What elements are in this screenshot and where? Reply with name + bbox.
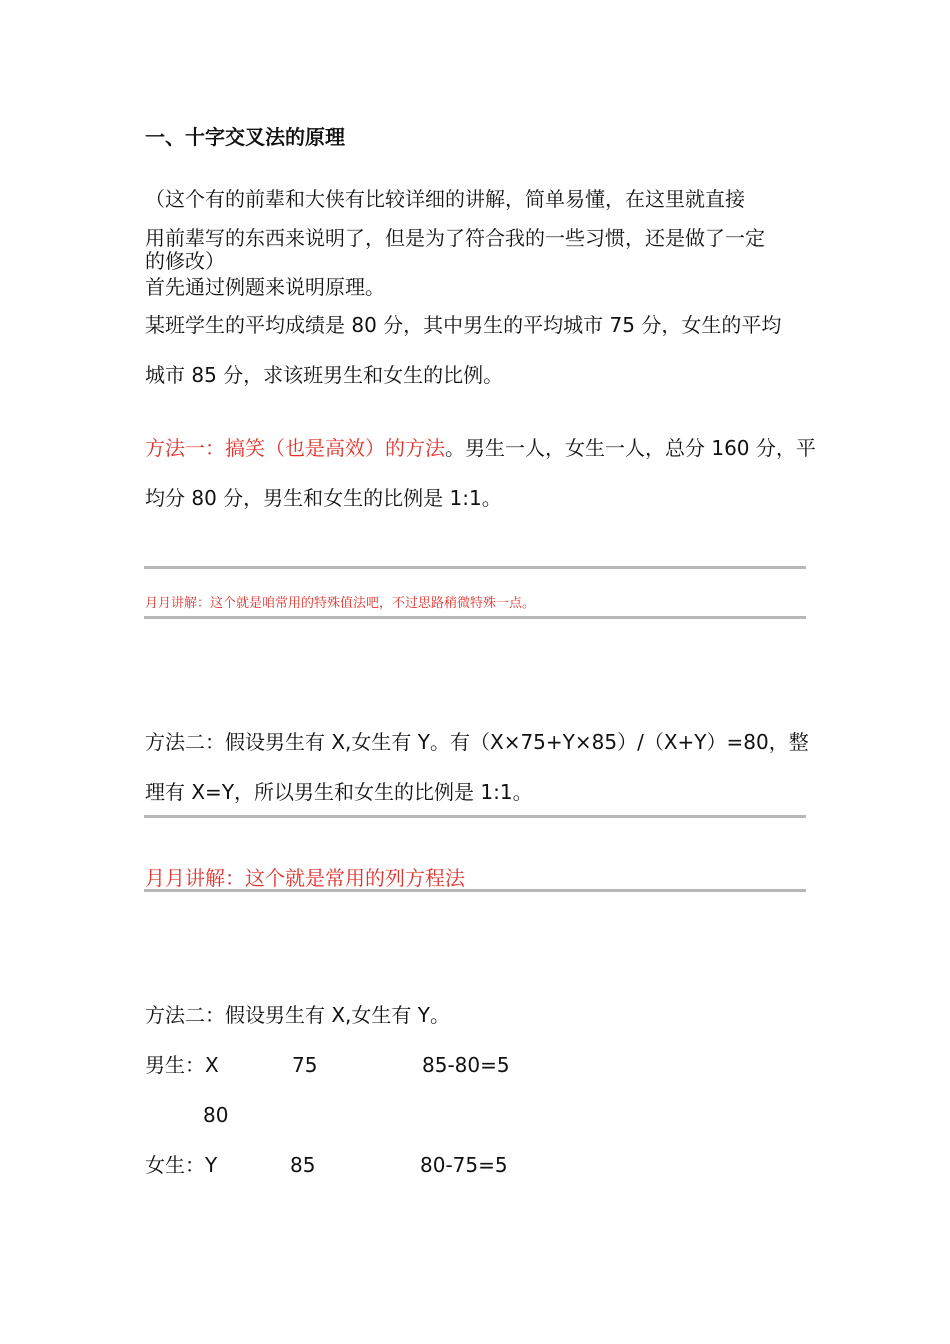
intro-line-1: （这个有的前辈和大侠有比较详细的讲解，简单易懂，在这里就直接 — [145, 187, 745, 211]
method1-line-2: 均分 80 分，男生和女生的比例是 1:1。 — [145, 486, 502, 510]
method1-line-1 — [145, 436, 816, 460]
method3-line-1: 方法二：假设男生有 X,女生有 Y。 — [145, 1003, 450, 1027]
male-difference: 85-80=5 — [422, 1053, 510, 1077]
intro-line-4: 首先通过例题来说明原理。 — [145, 275, 385, 299]
divider — [144, 566, 806, 569]
method1-note: 月月讲解：这个就是咱常用的特殊值法吧，不过思路稍微特殊一点。 — [145, 596, 536, 611]
method2-note: 月月讲解：这个就是常用的列方程法 — [145, 866, 465, 890]
female-average: 85 — [290, 1153, 316, 1177]
female-difference: 80-75=5 — [420, 1153, 508, 1177]
problem-line-2: 城市 85 分，求该班男生和女生的比例。 — [145, 363, 504, 387]
intro-line-3: 的修改） — [145, 249, 225, 273]
divider — [144, 889, 806, 892]
method1-label: 方法一：搞笑（也是高效）的方法 — [145, 436, 445, 460]
method2-line-2: 理有 X=Y，所以男生和女生的比例是 1:1。 — [145, 780, 533, 804]
male-average: 75 — [292, 1053, 318, 1077]
intro-line-2: 用前辈写的东西来说明了，但是为了符合我的一些习惯，还是做了一定 — [145, 226, 765, 250]
method1-line-1-rest: 。男生一人，女生一人，总分 160 分，平 — [445, 436, 816, 460]
female-label: 女生：Y — [145, 1153, 218, 1177]
problem-line-1: 某班学生的平均成绩是 80 分，其中男生的平均城市 75 分，女生的平均 — [145, 313, 782, 337]
overall-average: 80 — [203, 1103, 229, 1127]
male-label: 男生：X — [145, 1053, 219, 1077]
divider — [144, 616, 806, 619]
section-heading: 一、十字交叉法的原理 — [145, 125, 345, 149]
method2-line-1: 方法二：假设男生有 X,女生有 Y。有（X×75+Y×85）/（X+Y）=80，整 — [145, 730, 809, 754]
divider — [144, 815, 806, 818]
